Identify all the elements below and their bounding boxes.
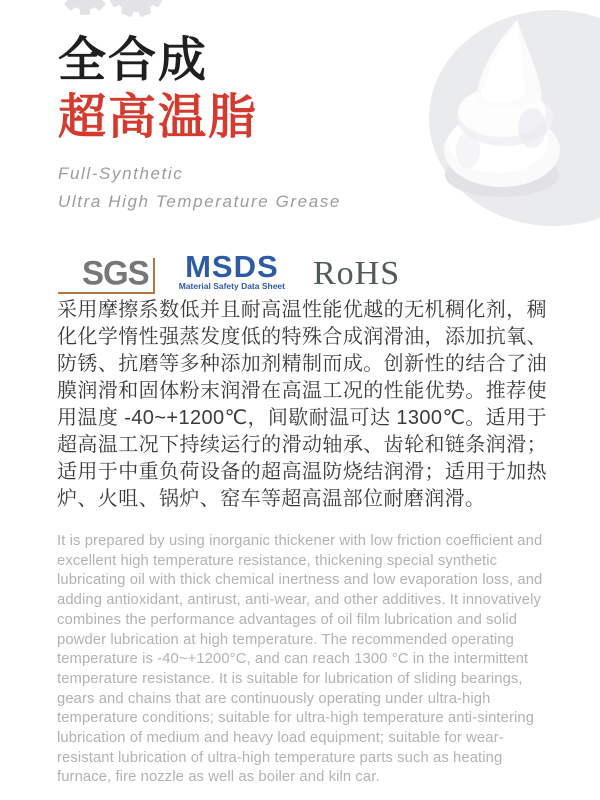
rohs-logo [313,255,401,294]
product-title-line2: 超高温脂 [58,91,259,144]
subtitle-line2: Ultra High Temperature Grease [58,192,341,211]
product-subtitle-en [58,160,341,216]
sgs-logo [58,253,155,294]
certification-badges [58,240,418,294]
sgs-logo-text: SGS [82,253,149,292]
gear-icon [58,0,178,34]
rohs-logo-text: RoHS [313,255,401,292]
msds-logo-text: MSDS [185,249,279,284]
msds-logo-tagline: Material Safety Data Sheet [178,281,285,291]
description-english: It is prepared by using inorganic thickener with low friction coefficient and excellent high temperature resistance, thickening special synthetic lubricating oil with thick chemical inertness and low evaporation loss, and adding antioxidant, antirust, anti-wear, and other additives. It innovatively combines the performance advantages of oil film lubrication and solid powder lubrication at high temperature. The recommended operating temperature is -40~+1200°C, and can reach 1300 °C in the intermittent temperature resistance. It is suitable for lubrication of sliding bearings, gears and chains that are continuously operating under ultra-high temperature conditions; suitable for ultra-high temperature anti-sintering lubrication of medium and heavy load equipment; suitable for wear-resistant lubrication of ultra-high temperature parts such as heating furnace, fire nozzle as well as boiler and kiln car. [57,533,543,786]
description-chinese: 采用摩擦系数低并且耐高温性能优越的无机稠化剂，稠化化学惰性强蒸发度低的特殊合成润滑油，添加抗氧、防锈、抗磨等多种添加剂精制而成。创新性的结合了油膜润滑和固体粉末润滑在高温工况的性能优势。推荐使用温度 -40~+1200℃，间歇耐温可达 1300℃。适用于超高温工况下持续运行的滑动轴承、齿轮和链条润滑；适用于中重负荷设备的超高温防烧结润滑；适用于加热炉、火咀、锅炉、窑车等超高温部位耐磨润滑。 [57,299,547,510]
product-photo [420,0,600,240]
msds-logo [178,249,285,294]
product-title-line1: 全合成 [58,34,209,87]
subtitle-line1: Full-Synthetic [58,164,184,183]
